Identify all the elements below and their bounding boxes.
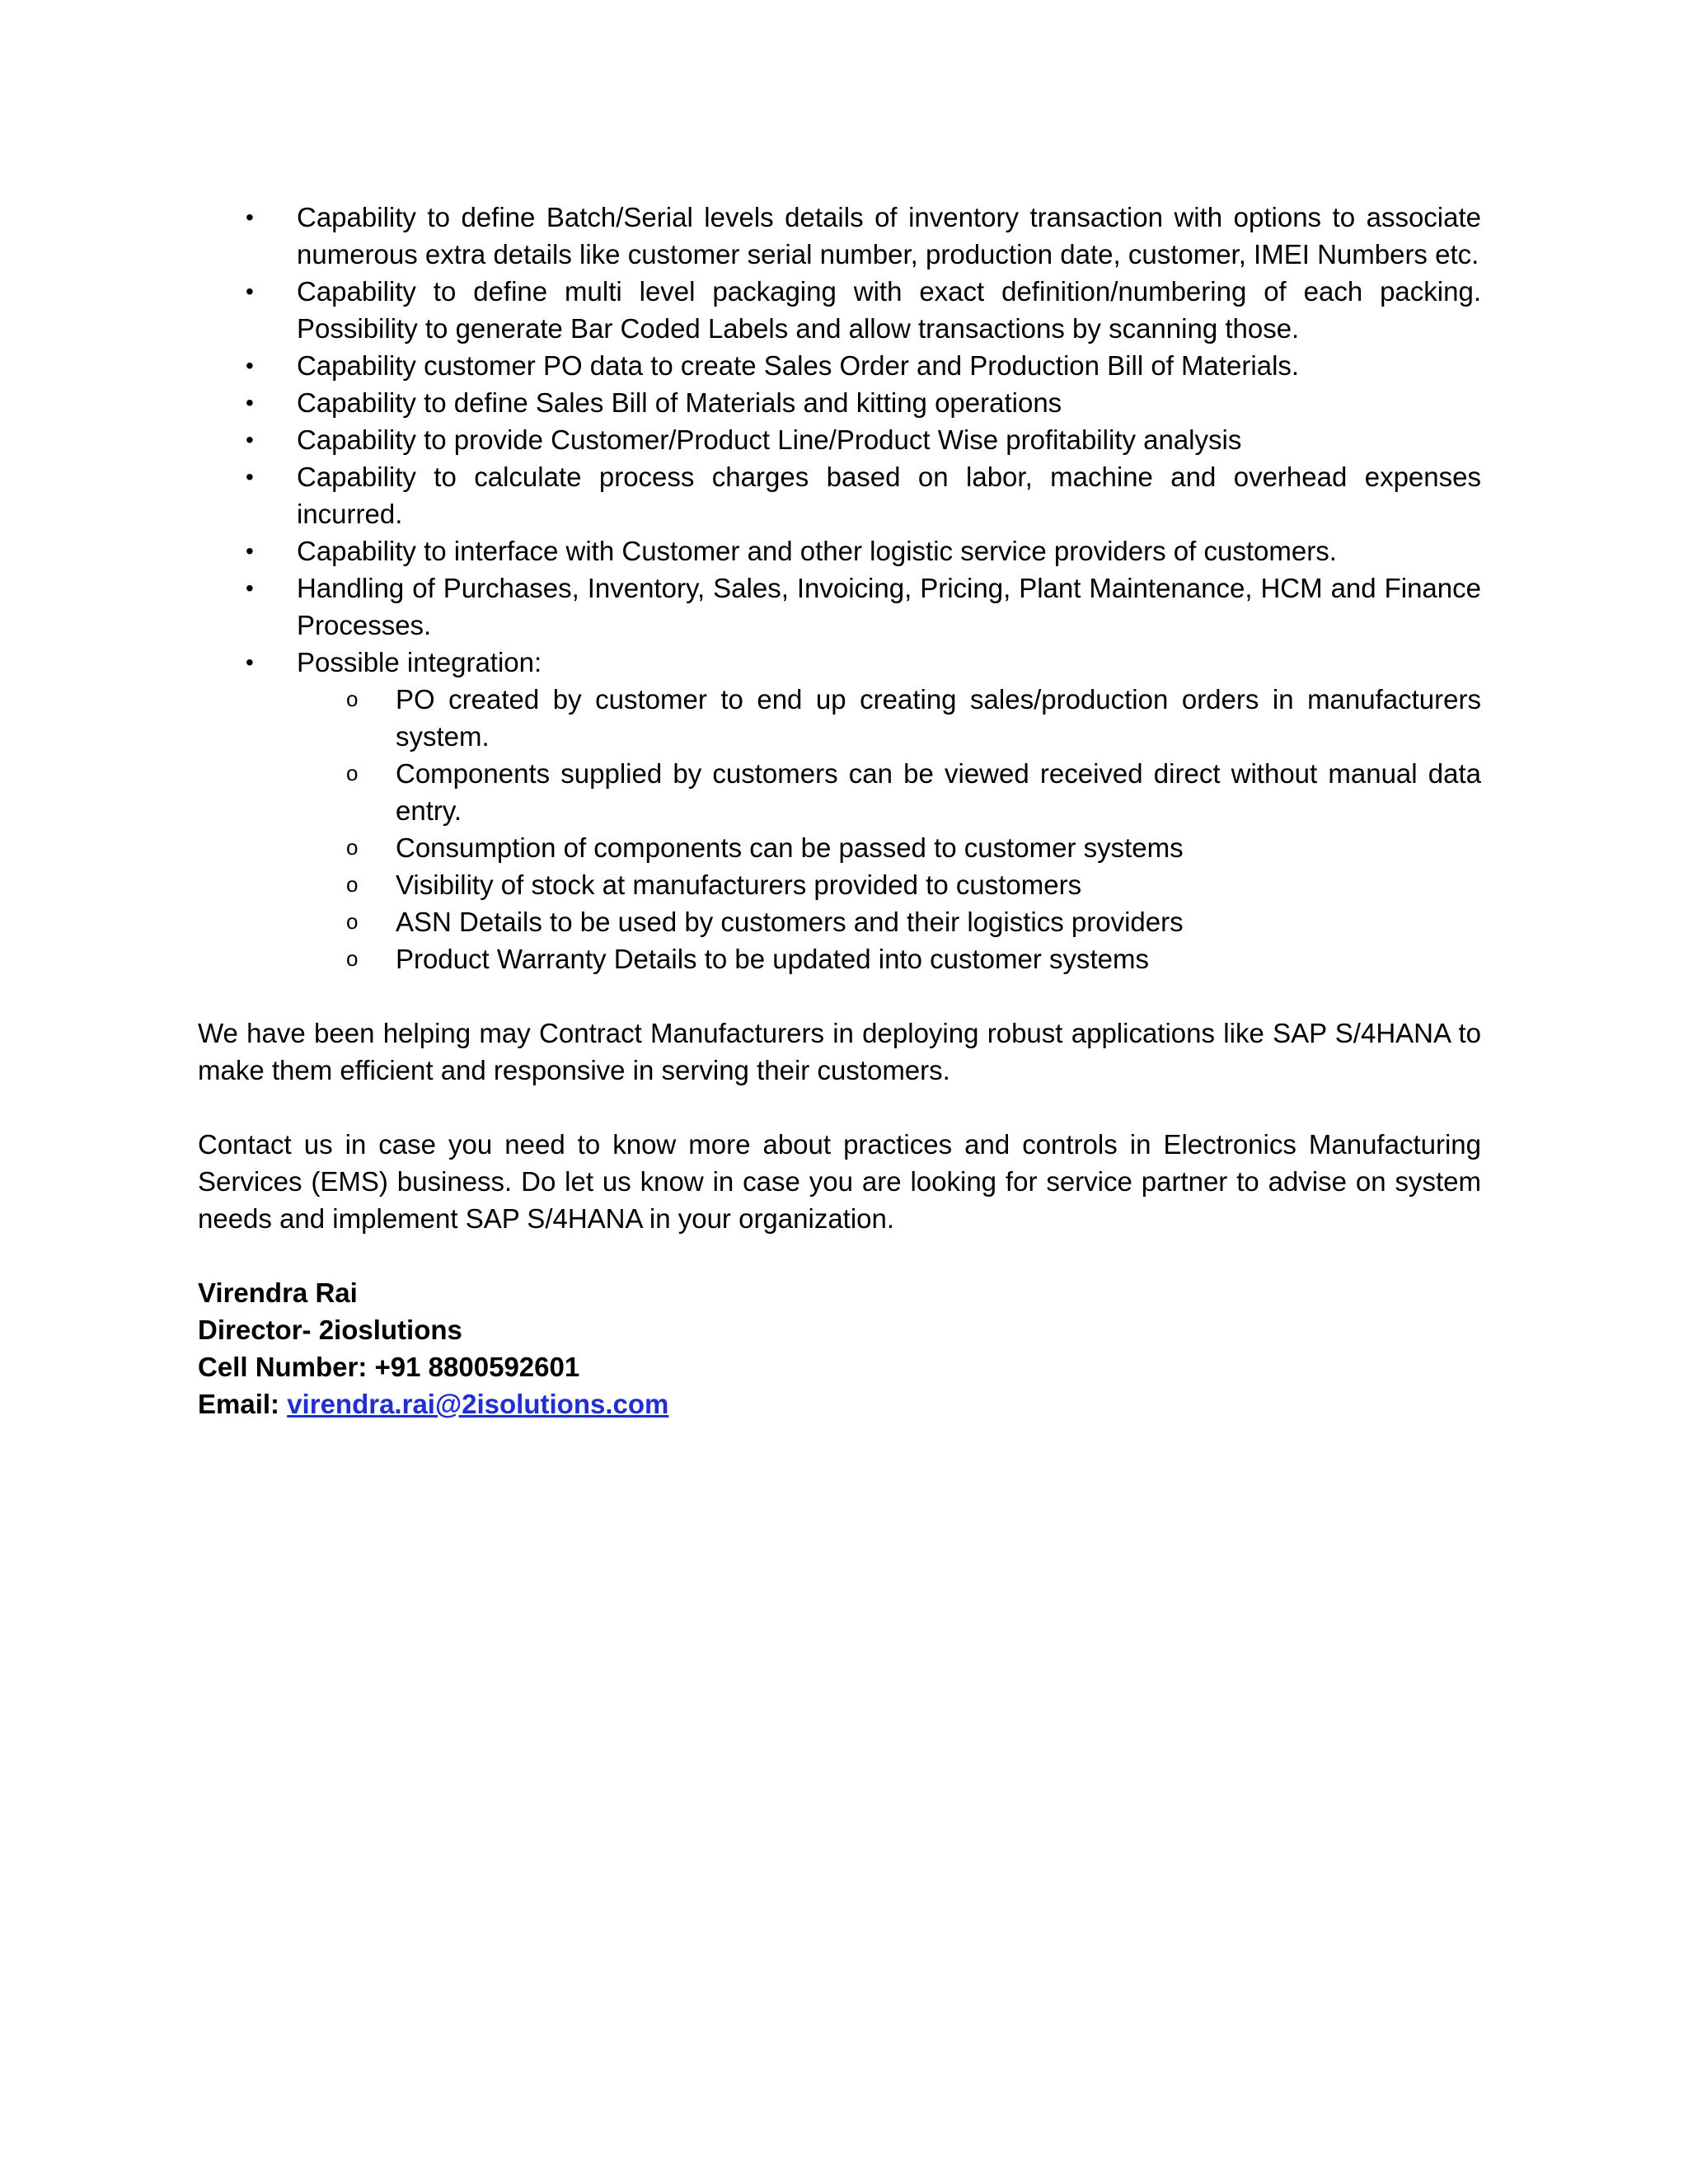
sub-list-item-text: Consumption of components can be passed to customer systems (396, 832, 1184, 863)
list-item (198, 458, 1481, 532)
list-item (198, 347, 1481, 384)
list-item (198, 569, 1481, 644)
list-item-text: Capability to interface with Customer and other logistic service providers of customers. (297, 536, 1337, 566)
sub-list-item (297, 903, 1481, 940)
list-item-text: Capability to define multi level packaging with exact definition/numbering of each packing. Possibility to generate Bar Coded Labels and allow transactions by scanning those. (297, 276, 1481, 344)
sub-list-item-text: Components supplied by customers can be viewed received direct without manual data entry. (396, 758, 1481, 826)
list-item-integration (198, 644, 1481, 977)
bullet-icon: • (246, 427, 254, 452)
integration-list (297, 681, 1481, 977)
email-link[interactable]: virendra.rai@2isolutions.com (287, 1389, 669, 1419)
document-body (198, 199, 1481, 1422)
sub-list-item-text: ASN Details to be used by customers and their logistics providers (396, 907, 1184, 937)
circle-bullet-icon: o (346, 761, 359, 785)
bullet-icon: • (246, 279, 254, 304)
circle-bullet-icon: o (346, 872, 359, 897)
list-item (198, 421, 1481, 458)
signature-email-label: Email: (198, 1389, 288, 1419)
list-item-text: Possible integration: (297, 647, 542, 677)
paragraph-deployment: We have been helping may Contract Manufacturers in deploying robust applications like SAP S/4HANA to make them efficient and responsive in serving their customers. (198, 1018, 1481, 1085)
paragraph-contact: Contact us in case you need to know more about practices and controls in Electronics Manufacturing Services (EMS) business. Do let us know in case you are looking for service partner to advise on system needs and implement SAP S/4HANA in your organization. (198, 1129, 1481, 1234)
sub-list-item-text: Visibility of stock at manufacturers provided to customers (396, 869, 1082, 900)
signature-title: Director- 2ioslutions (198, 1315, 462, 1345)
bullet-icon: • (246, 575, 254, 601)
bullet-icon: • (246, 390, 254, 415)
bullet-icon: • (246, 649, 254, 675)
bullet-icon: • (246, 204, 254, 230)
bullet-icon: • (246, 538, 254, 564)
list-item-text: Handling of Purchases, Inventory, Sales, Invoicing, Pricing, Plant Maintenance, HCM and Finance Processes. (297, 573, 1481, 640)
list-item (198, 532, 1481, 569)
bullet-icon: • (246, 353, 254, 378)
sub-list-item (297, 940, 1481, 977)
signature-block (198, 1274, 1481, 1422)
list-item (198, 199, 1481, 273)
signature-name: Virendra Rai (198, 1277, 358, 1308)
list-item-text: Capability to define Sales Bill of Materials and kitting operations (297, 387, 1062, 418)
list-item-text: Capability to provide Customer/Product Line/Product Wise profitability analysis (297, 424, 1242, 455)
circle-bullet-icon: o (346, 687, 359, 711)
circle-bullet-icon: o (346, 909, 359, 934)
list-item (198, 273, 1481, 347)
sub-list-item (297, 755, 1481, 829)
list-item-text: Capability customer PO data to create Sales Order and Production Bill of Materials. (297, 350, 1300, 381)
sub-list-item (297, 866, 1481, 903)
signature-email-line (198, 1385, 1481, 1422)
bullet-icon: • (246, 464, 254, 490)
circle-bullet-icon: o (346, 946, 359, 971)
sub-list-item (297, 681, 1481, 755)
circle-bullet-icon: o (346, 835, 359, 860)
sub-list-item-text: Product Warranty Details to be updated into customer systems (396, 944, 1150, 974)
signature-cell: Cell Number: +91 8800592601 (198, 1352, 580, 1382)
sub-list-item-text: PO created by customer to end up creating sales/production orders in manufacturers system. (396, 684, 1481, 752)
list-item (198, 384, 1481, 421)
sub-list-item (297, 829, 1481, 866)
list-item-text: Capability to define Batch/Serial levels details of inventory transaction with options to associate numerous extra details like customer serial number, production date, customer, IMEI Numbers etc. (297, 202, 1481, 269)
list-item-text: Capability to calculate process charges based on labor, machine and overhead expenses incurred. (297, 462, 1481, 529)
capability-list (198, 199, 1481, 977)
